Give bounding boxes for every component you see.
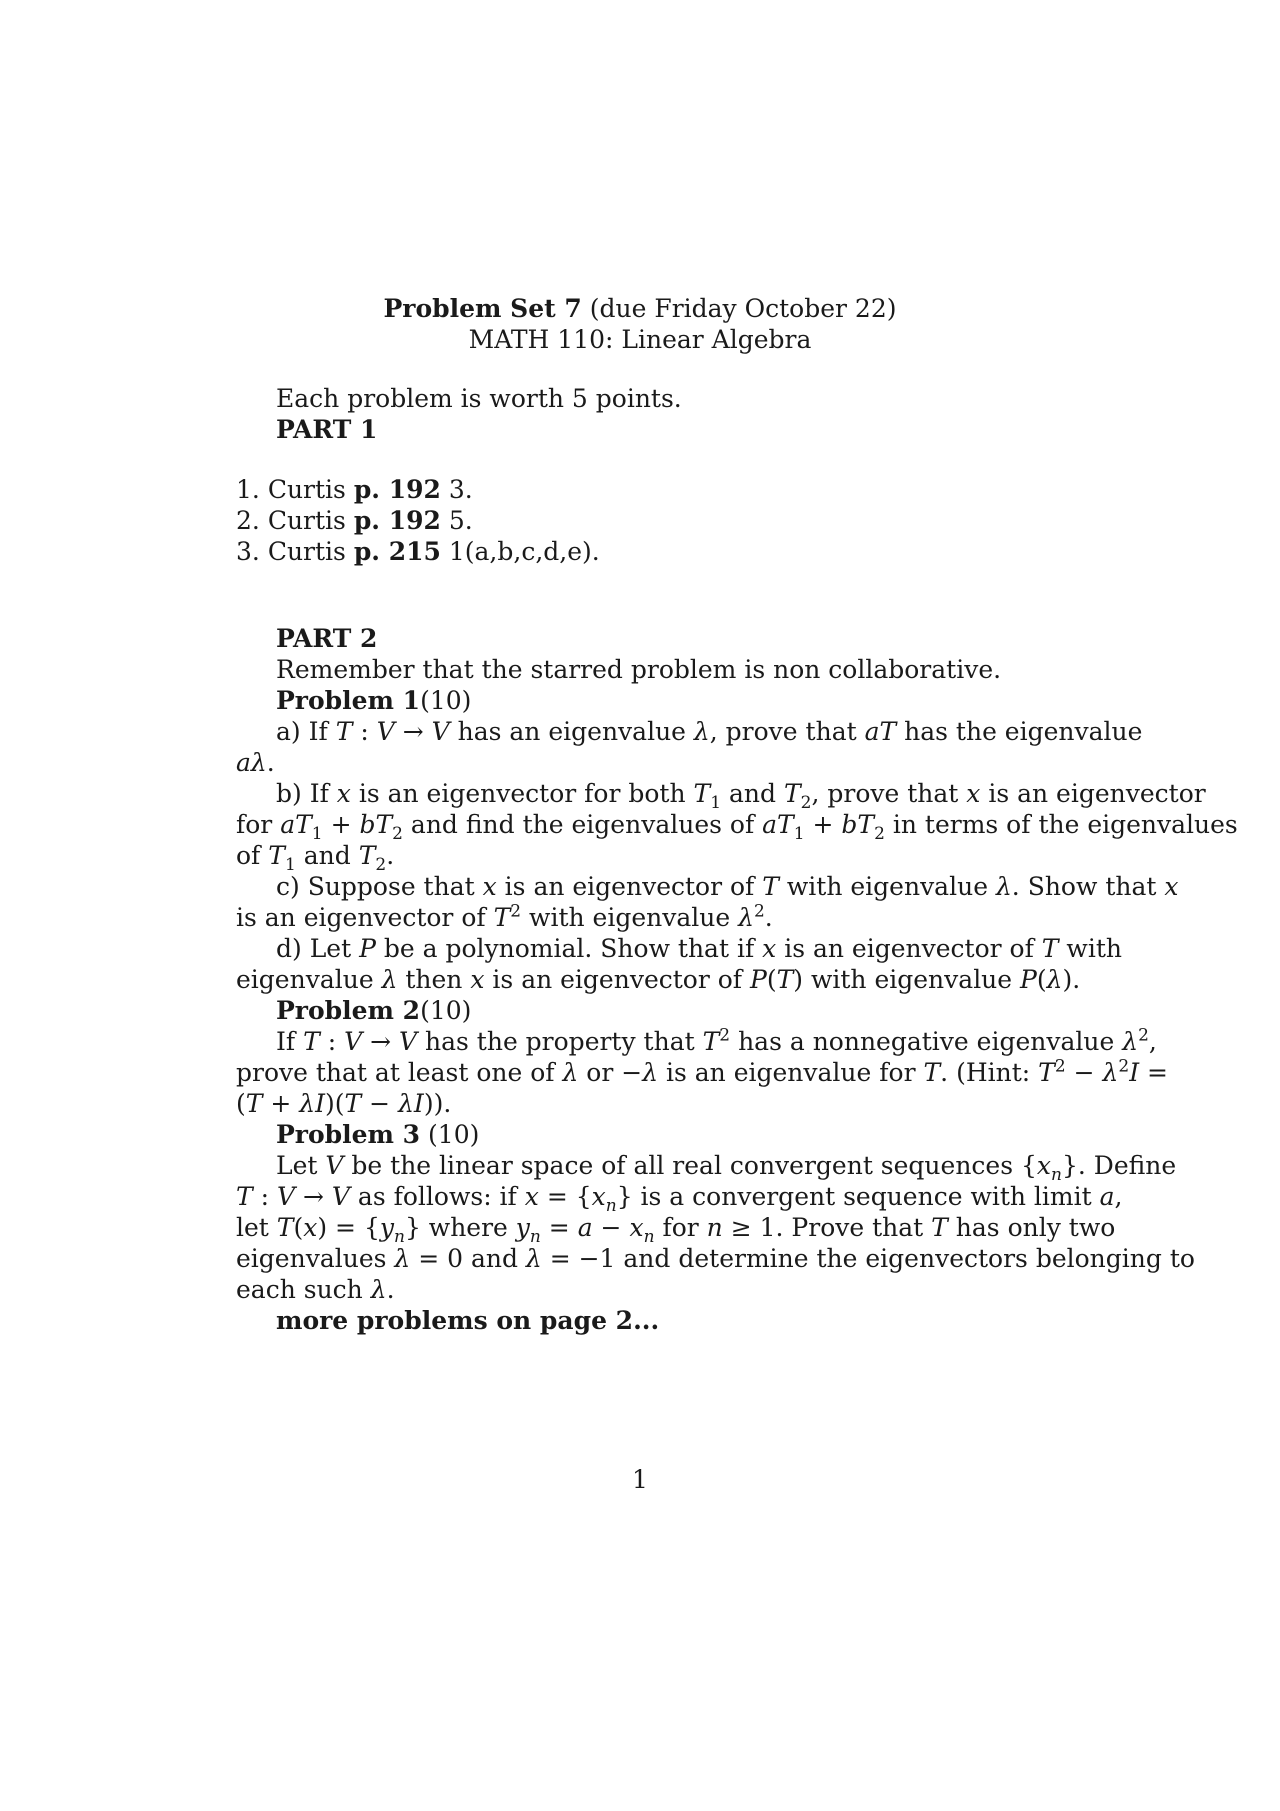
problem3-heading: Problem 3 (10): [276, 1120, 480, 1149]
list-item: 2. Curtis p. 192 5.: [236, 506, 473, 535]
part1-list: [236, 474, 600, 567]
problem3-line1: Let V be the linear space of all real convergent sequences $\{x_n\}$. Define: [276, 1151, 1177, 1185]
part2-heading: PART 2: [276, 624, 378, 653]
collaboration-note: Remember that the starred problem is non collaborative.: [276, 655, 1002, 684]
title-bold: Problem Set 7: [383, 294, 582, 323]
problem1-d-line1: d) Let P be a polynomial. Show that if x is an eigenvector of T with: [276, 934, 1122, 963]
page-number: 1: [632, 1465, 648, 1494]
problem2-heading: Problem 2(10): [276, 996, 472, 1025]
problem3-line4: eigenvalues λ = 0 and λ = −1 and determine the eigenvectors belonging to: [236, 1244, 1195, 1273]
problem3-line5: each such λ.: [236, 1275, 395, 1304]
page-title: [0, 293, 1280, 355]
problem1-b-line3: of $T_1$ and $T_2$.: [236, 841, 395, 875]
list-item: 3. Curtis p. 215 1(a,b,c,d,e).: [236, 537, 600, 566]
problem1-heading: Problem 1(10): [276, 686, 472, 715]
part1-heading: PART 1: [276, 415, 378, 444]
problem3-line3: let $T(x) = \{y_n\}$ where $y_n = a - x_n$ for n ≥ 1. Prove that T has only two: [236, 1213, 1116, 1247]
problem1-d-line2: eigenvalue λ then x is an eigenvector of P(T) with eigenvalue P(λ).: [236, 965, 1081, 994]
problem1-b-line1: b) If x is an eigenvector for both $T_1$ and $T_2$, prove that x is an eigenvector: [276, 779, 1206, 813]
problem2-line1: If T : V → V has the property that $T^2$ has a nonnegative eigenvalue $\lambda^2$,: [276, 1025, 1157, 1056]
course-name: MATH 110: Linear Algebra: [468, 325, 812, 354]
title-due: (due Friday October 22): [589, 294, 897, 323]
problem1-c-line2: is an eigenvector of $T^2$ with eigenvalue $\lambda^2$.: [236, 901, 773, 932]
problem2-line3: (T + λI)(T − λI)).: [236, 1089, 452, 1118]
problem3-line2: T : V → V as follows: if $x = \{x_n\}$ is a convergent sequence with limit a,: [236, 1182, 1123, 1216]
list-item: 1. Curtis p. 192 3.: [236, 475, 473, 504]
problem1-b-line2: for $aT_1 + bT_2$ and find the eigenvalues of $aT_1 + bT_2$ in terms of the eigenvalues: [236, 810, 1238, 844]
points-note: Each problem is worth 5 points.: [276, 384, 682, 413]
more-problems-note: more problems on page 2...: [276, 1306, 660, 1335]
problem2-line2: prove that at least one of λ or −λ is an eigenvalue for T. (Hint: $T^2 - \lambda^2I$ =: [236, 1056, 1168, 1087]
problem1-a-line1: a) If T : V → V has an eigenvalue λ, prove that aT has the eigenvalue: [276, 717, 1143, 746]
problem1-c-line1: c) Suppose that x is an eigenvector of T with eigenvalue λ. Show that x: [276, 872, 1179, 901]
problem1-a-line2: aλ.: [236, 748, 275, 777]
